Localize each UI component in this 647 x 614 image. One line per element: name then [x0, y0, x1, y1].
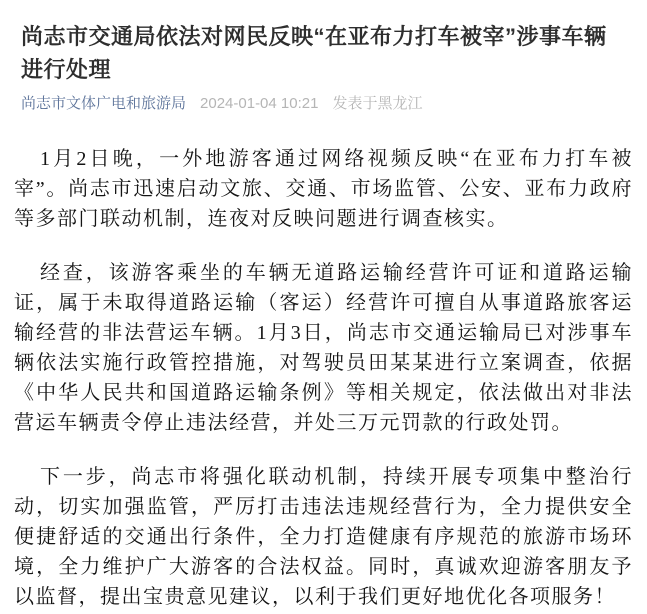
article-title: 尚志市交通局依法对网民反映“在亚布力打车被宰”涉事车辆进行处理: [21, 24, 607, 82]
paragraph-3: 下一步，尚志市将强化联动机制，持续开展专项集中整治行动，切实加强监管，严厉打击违法违规经营行为，全力提供安全便捷舒适的交通出行条件，全力打造健康有序规范的旅游市场环境，全力维护广大游客的合法权益。同时，真诚欢迎游客朋友予以监督，提出宝贵意见建议，以利于我们更好地优化各项服务！: [14, 466, 633, 608]
publish-datetime: 2024-01-04 10:21: [200, 95, 319, 112]
publish-location: 发表于黑龙江: [332, 95, 423, 112]
paragraph-2: 经查，该游客乘坐的车辆无道路运输经营许可证和道路运输证，属于未取得道路运输（客运）经营许可擅自从事道路旅客运输经营的非法营运车辆。1月3日，尚志市交通运输局已对涉事车辆依法实施行政管控措施，对驾驶员田某某进行立案调查，依据《中华人民共和国道路运输条例》等相关规定，依法做出对非法营运车辆责令停止违法经营，并处三万元罚款的行政处罚。: [14, 262, 633, 434]
article-header: [14, 20, 633, 113]
account-name-link[interactable]: 尚志市文体广电和旅游局: [21, 95, 187, 112]
byline: [21, 95, 626, 113]
article-body: [14, 144, 633, 612]
paragraph-1: 1月2日晚，一外地游客通过网络视频反映“在亚布力打车被宰”。尚志市迅速启动文旅、交通、市场监管、公安、亚布力政府等多部门联动机制，连夜对反映问题进行调查核实。: [14, 148, 633, 230]
